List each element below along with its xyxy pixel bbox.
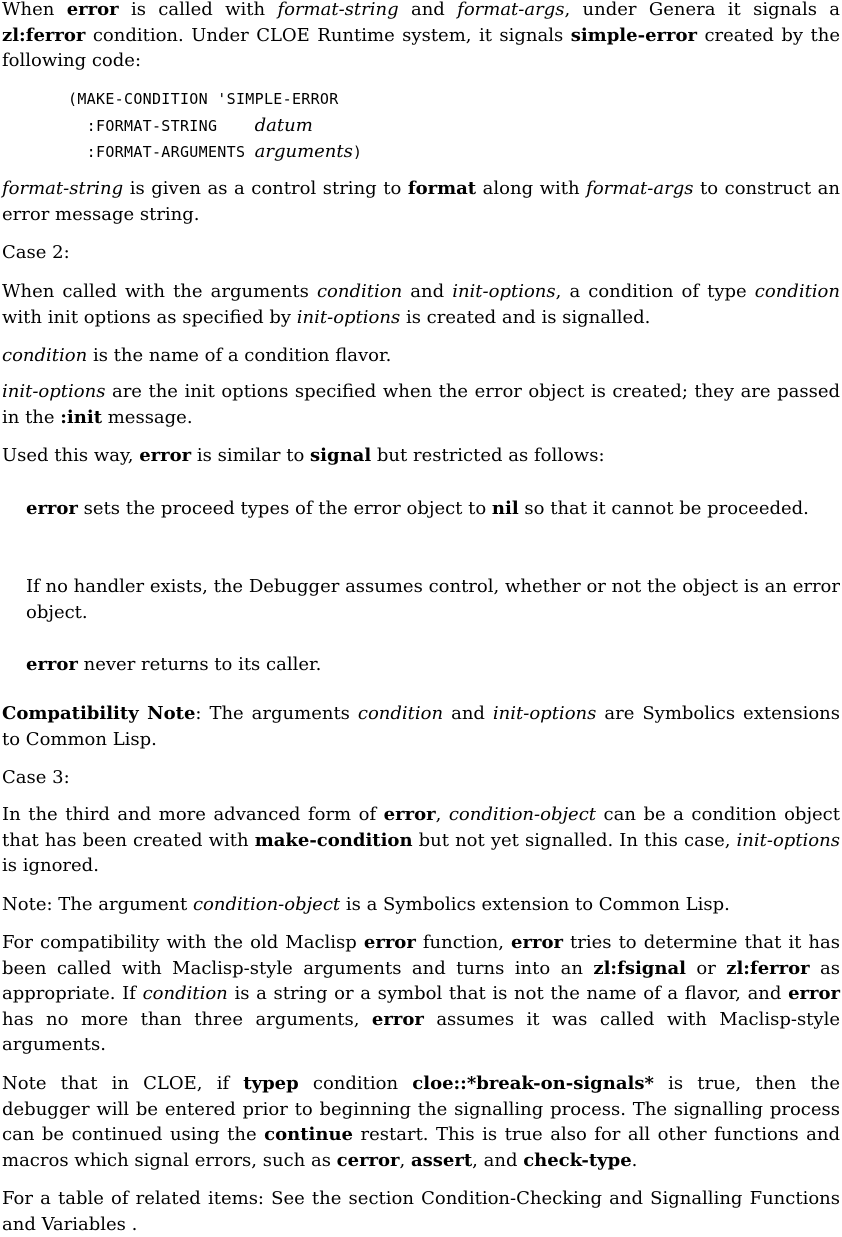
term-zl-ferror: zl:ferror bbox=[726, 957, 810, 979]
compatibility-note-label: Compatibility Note bbox=[2, 703, 196, 724]
text: so that it cannot be proceeded. bbox=[518, 498, 809, 519]
text: condition. Under CLOE Runtime system, it signals bbox=[85, 24, 571, 46]
code-line-3-close: ) bbox=[352, 143, 363, 161]
term-error: error bbox=[371, 1008, 424, 1030]
text: Note: The argument bbox=[2, 894, 193, 915]
text: is true, then the debugger will be entered prior to beginning the signalling process. The signalling process can be continued using the bbox=[2, 1073, 840, 1145]
paragraph-case1-intro bbox=[2, 0, 840, 74]
text: : The arguments bbox=[195, 703, 358, 724]
code-line-3-arg: arguments bbox=[254, 141, 353, 162]
code-line-3-keyword: :FORMAT-ARGUMENTS bbox=[68, 143, 255, 161]
text: When bbox=[2, 0, 67, 20]
text: is given as a control string to bbox=[123, 178, 408, 199]
text: . bbox=[125, 1213, 138, 1235]
text: but restricted as follows: bbox=[371, 445, 605, 466]
text: are the init options specified when the error object is created; they are passed in the bbox=[2, 381, 840, 428]
text: but not yet signalled. In this case, bbox=[412, 829, 737, 851]
arg-init-options: init-options bbox=[736, 829, 840, 851]
term-simple-error: simple-error bbox=[570, 24, 697, 46]
arg-condition-object: condition-object bbox=[448, 804, 597, 825]
text: is ignored. bbox=[2, 855, 99, 876]
case-2-heading: Case 2: bbox=[2, 242, 70, 263]
text: For compatibility with the old Maclisp bbox=[2, 932, 364, 953]
text: For a table of related items: See the section bbox=[2, 1188, 422, 1209]
paragraph-cloe-break-on-signals bbox=[2, 1071, 840, 1173]
text: along with bbox=[476, 178, 587, 199]
text: is a Symbolics extension to Common Lisp. bbox=[340, 894, 730, 915]
text: is a string or a symbol that is not the name of a flavor, and bbox=[227, 983, 789, 1004]
text: to construct an error message string. bbox=[2, 178, 840, 225]
paragraph-used-this-way bbox=[2, 443, 840, 469]
text: is the name of a condition flavor. bbox=[87, 345, 392, 366]
code-line-1: (MAKE-CONDITION 'SIMPLE-ERROR bbox=[68, 90, 339, 108]
term-error: error bbox=[26, 498, 78, 519]
term-error: error bbox=[139, 445, 192, 466]
term-error: error bbox=[26, 654, 78, 675]
arg-condition: condition bbox=[316, 281, 403, 302]
term-nil: nil bbox=[491, 498, 519, 519]
code-block bbox=[68, 86, 362, 166]
term-check-type: check-type bbox=[523, 1149, 632, 1171]
term-signal: signal bbox=[310, 445, 372, 466]
text: , and bbox=[472, 1149, 524, 1171]
paragraph-maclisp-compatibility bbox=[2, 930, 840, 1058]
code-line-2-keyword: :FORMAT-STRING bbox=[68, 116, 255, 135]
text: sets the proceed types of the error object to bbox=[77, 498, 492, 519]
text: assumes it was called with Maclisp-style arguments. bbox=[2, 1008, 840, 1055]
term-cerror: cerror bbox=[336, 1149, 400, 1171]
related-section-link[interactable]: Condition-Checking and Signalling Functions and Variables bbox=[2, 1188, 841, 1235]
text: , bbox=[435, 804, 449, 825]
text: tries to determine that it has been called with Maclisp-style arguments and turns into an bbox=[2, 932, 840, 979]
arg-condition: condition bbox=[2, 345, 88, 366]
text: is created and is signalled. bbox=[400, 306, 651, 328]
term-continue: continue bbox=[264, 1124, 353, 1145]
term-error: error bbox=[511, 932, 563, 953]
text: are Symbolics extensions to Common Lisp. bbox=[2, 703, 840, 750]
term-error: error bbox=[363, 932, 416, 953]
paragraph-init-options bbox=[2, 379, 840, 430]
text: . bbox=[631, 1149, 638, 1171]
list-item-never-returns bbox=[26, 652, 840, 678]
text: is similar to bbox=[191, 445, 311, 466]
paragraph-case2 bbox=[2, 279, 840, 330]
term-zl-fsignal: zl:fsignal bbox=[593, 957, 686, 979]
text: or bbox=[685, 957, 727, 979]
arg-format-string: format-string bbox=[277, 0, 399, 20]
term-typep: typep bbox=[243, 1073, 299, 1094]
text: function, bbox=[415, 932, 512, 953]
case-3-heading: Case 3: bbox=[2, 767, 70, 788]
paragraph-format-string bbox=[2, 176, 840, 227]
paragraph-note-condition-object bbox=[2, 892, 840, 918]
text: restart. This is true also for all other functions and macros which signal errors, such as bbox=[2, 1124, 841, 1171]
list-item-proceed-types bbox=[26, 496, 840, 522]
term-make-condition: make-condition bbox=[254, 829, 413, 851]
text: and bbox=[402, 281, 453, 302]
term-init: :init bbox=[60, 406, 103, 428]
arg-condition: condition bbox=[754, 281, 840, 302]
text: , under Genera it signals a bbox=[564, 0, 841, 20]
arg-init-options: init-options bbox=[2, 381, 106, 402]
arg-condition: condition bbox=[357, 703, 444, 724]
term-format: format bbox=[407, 178, 477, 199]
term-error: error bbox=[66, 0, 119, 20]
arg-format-args: format-args bbox=[586, 178, 694, 199]
paragraph-related-items bbox=[2, 1186, 840, 1237]
arg-format-args: format-args bbox=[457, 0, 565, 20]
text: message. bbox=[102, 406, 193, 428]
paragraph-condition bbox=[2, 343, 840, 369]
text: has no more than three arguments, bbox=[2, 1008, 372, 1030]
paragraph-case3 bbox=[2, 802, 840, 879]
arg-format-string: format-string bbox=[2, 178, 124, 199]
text: condition bbox=[298, 1073, 413, 1094]
text: and bbox=[443, 703, 493, 724]
list-item-no-handler: If no handler exists, the Debugger assumes control, whether or not the object is an error object. bbox=[26, 576, 840, 623]
text: When called with the arguments bbox=[2, 281, 317, 302]
term-zl-ferror: zl:ferror bbox=[2, 24, 86, 46]
term-error: error bbox=[788, 983, 841, 1004]
text: Note that in CLOE, if bbox=[2, 1073, 244, 1094]
text: and bbox=[398, 0, 458, 20]
term-error: error bbox=[383, 804, 436, 825]
arg-condition: condition bbox=[142, 983, 228, 1004]
text: created by the following code: bbox=[2, 24, 840, 71]
arg-init-options: init-options bbox=[296, 306, 401, 328]
text: Used this way, bbox=[2, 445, 140, 466]
text: as appropriate. If bbox=[2, 957, 840, 1004]
text: , a condition of type bbox=[555, 281, 755, 302]
text: with init options as specified by bbox=[2, 306, 297, 328]
arg-init-options: init-options bbox=[492, 703, 597, 724]
code-line-2-arg: datum bbox=[254, 114, 313, 136]
text: can be a condition object that has been created with bbox=[2, 804, 840, 851]
paragraph-compatibility-note bbox=[2, 701, 840, 752]
text: In the third and more advanced form of bbox=[2, 804, 384, 825]
text: never returns to its caller. bbox=[77, 654, 322, 675]
term-break-on-signals: cloe::*break-on-signals* bbox=[412, 1073, 654, 1094]
text: , bbox=[399, 1149, 411, 1171]
arg-condition-object: condition-object bbox=[192, 894, 341, 915]
term-assert: assert bbox=[410, 1149, 473, 1171]
text: is called with bbox=[118, 0, 278, 20]
arg-init-options: init-options bbox=[452, 281, 556, 302]
